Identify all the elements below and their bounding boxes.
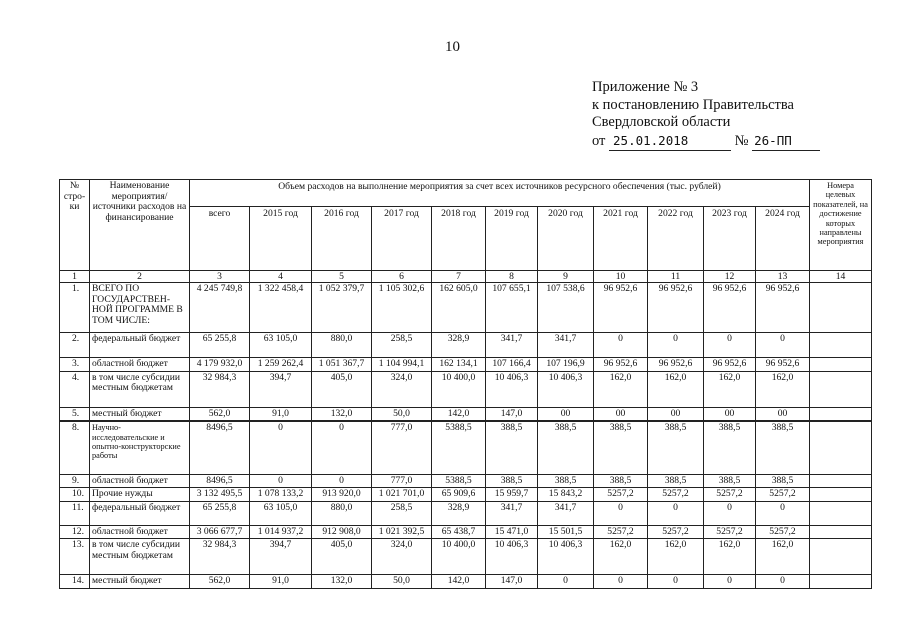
value-cell: 10 406,3 <box>486 371 538 407</box>
value-cell: 96 952,6 <box>704 358 756 372</box>
row-name: в том числе субсидии местным бюджетам <box>90 371 190 407</box>
table-row <box>60 474 872 488</box>
header-year: 2022 год <box>648 207 704 271</box>
value-cell: 777,0 <box>372 421 432 474</box>
row-name: областной бюджет <box>90 474 190 488</box>
value-cell: 5257,2 <box>756 525 810 539</box>
value-cell: 96 952,6 <box>594 358 648 372</box>
value-cell: 341,7 <box>538 333 594 358</box>
value-cell: 388,5 <box>704 474 756 488</box>
value-cell: 0 <box>704 333 756 358</box>
value-cell: 341,7 <box>486 333 538 358</box>
value-cell: 162 605,0 <box>432 283 486 333</box>
value-cell: 96 952,6 <box>756 283 810 333</box>
value-cell: 00 <box>648 407 704 421</box>
value-cell: 142,0 <box>432 575 486 589</box>
value-cell: 0 <box>250 421 312 474</box>
value-cell: 0 <box>704 501 756 525</box>
row-number: 12. <box>60 525 90 539</box>
value-cell: 96 952,6 <box>648 358 704 372</box>
value-cell: 1 021 392,5 <box>372 525 432 539</box>
value-cell: 388,5 <box>538 421 594 474</box>
value-cell: 912 908,0 <box>312 525 372 539</box>
value-cell: 0 <box>756 333 810 358</box>
row-name: ВСЕГО ПО ГОСУДАРСТВЕН-НОЙ ПРОГРАММЕ В ТОМ ЧИСЛЕ: <box>90 283 190 333</box>
value-cell: 107 166,4 <box>486 358 538 372</box>
column-number: 8 <box>486 271 538 283</box>
value-cell: 4 179 932,0 <box>190 358 250 372</box>
row-number: 3. <box>60 358 90 372</box>
value-cell: 65 438,7 <box>432 525 486 539</box>
value-cell: 96 952,6 <box>648 283 704 333</box>
value-cell: 0 <box>756 501 810 525</box>
header-year: 2020 год <box>538 207 594 271</box>
indicator-cell <box>810 333 872 358</box>
value-cell: 0 <box>538 575 594 589</box>
value-cell: 50,0 <box>372 575 432 589</box>
value-cell: 328,9 <box>432 333 486 358</box>
number-prefix: № <box>734 132 749 149</box>
header-expenditure-volume: Объем расходов на выполнение мероприятия за счет всех источников ресурсного обеспечения (тыс. рублей) <box>190 180 810 207</box>
value-cell: 162,0 <box>594 371 648 407</box>
column-number: 7 <box>432 271 486 283</box>
column-number: 11 <box>648 271 704 283</box>
value-cell: 147,0 <box>486 407 538 421</box>
indicator-cell <box>810 358 872 372</box>
table-row <box>60 525 872 539</box>
value-cell: 96 952,6 <box>756 358 810 372</box>
row-number: 11. <box>60 501 90 525</box>
value-cell: 1 105 302,6 <box>372 283 432 333</box>
value-cell: 388,5 <box>486 421 538 474</box>
value-cell: 405,0 <box>312 539 372 575</box>
value-cell: 162,0 <box>704 371 756 407</box>
value-cell: 258,5 <box>372 501 432 525</box>
column-number: 5 <box>312 271 372 283</box>
appendix-header <box>592 79 820 151</box>
page-number: 10 <box>445 39 460 55</box>
column-number: 13 <box>756 271 810 283</box>
value-cell: 0 <box>648 575 704 589</box>
value-cell: 107 538,6 <box>538 283 594 333</box>
column-number: 9 <box>538 271 594 283</box>
row-name: областной бюджет <box>90 358 190 372</box>
value-cell: 15 501,5 <box>538 525 594 539</box>
column-number: 10 <box>594 271 648 283</box>
table-row <box>60 421 872 474</box>
row-number: 1. <box>60 283 90 333</box>
indicator-cell <box>810 501 872 525</box>
value-cell: 63 105,0 <box>250 501 312 525</box>
appendix-region: Свердловской области <box>592 114 731 130</box>
value-cell: 5257,2 <box>704 488 756 502</box>
value-cell: 10 406,3 <box>538 371 594 407</box>
column-number: 6 <box>372 271 432 283</box>
indicator-cell <box>810 488 872 502</box>
header-year: 2016 год <box>312 207 372 271</box>
header-year: всего <box>190 207 250 271</box>
header-year: 2023 год <box>704 207 756 271</box>
indicator-cell <box>810 525 872 539</box>
value-cell: 388,5 <box>756 474 810 488</box>
value-cell: 8496,5 <box>190 474 250 488</box>
column-number-row <box>60 271 872 283</box>
value-cell: 10 400,0 <box>432 371 486 407</box>
value-cell: 00 <box>538 407 594 421</box>
value-cell: 562,0 <box>190 407 250 421</box>
value-cell: 328,9 <box>432 501 486 525</box>
value-cell: 0 <box>594 333 648 358</box>
column-number: 3 <box>190 271 250 283</box>
value-cell: 10 400,0 <box>432 539 486 575</box>
value-cell: 32 984,3 <box>190 371 250 407</box>
table-row <box>60 539 872 575</box>
column-number: 12 <box>704 271 756 283</box>
value-cell: 132,0 <box>312 575 372 589</box>
value-cell: 562,0 <box>190 575 250 589</box>
table-body <box>60 283 872 589</box>
value-cell: 162,0 <box>756 539 810 575</box>
row-name: в том числе субсидии местным бюджетам <box>90 539 190 575</box>
value-cell: 0 <box>704 575 756 589</box>
value-cell: 3 132 495,5 <box>190 488 250 502</box>
table-row <box>60 488 872 502</box>
row-number: 10. <box>60 488 90 502</box>
value-cell: 388,5 <box>648 421 704 474</box>
value-cell: 1 078 133,2 <box>250 488 312 502</box>
value-cell: 405,0 <box>312 371 372 407</box>
value-cell: 00 <box>756 407 810 421</box>
table-row <box>60 501 872 525</box>
resolution-number: 26-ПП <box>754 132 792 148</box>
indicator-cell <box>810 421 872 474</box>
value-cell: 388,5 <box>538 474 594 488</box>
value-cell: 324,0 <box>372 539 432 575</box>
row-name: федеральный бюджет <box>90 501 190 525</box>
header-target-indicators: Номера целевых показателей, на достижение которых направлены мероприятия <box>810 180 872 271</box>
header-year: 2018 год <box>432 207 486 271</box>
value-cell: 777,0 <box>372 474 432 488</box>
row-name: областной бюджет <box>90 525 190 539</box>
row-number: 9. <box>60 474 90 488</box>
value-cell: 147,0 <box>486 575 538 589</box>
value-cell: 10 406,3 <box>538 539 594 575</box>
value-cell: 96 952,6 <box>704 283 756 333</box>
row-number: 14. <box>60 575 90 589</box>
value-cell: 880,0 <box>312 501 372 525</box>
indicator-cell <box>810 539 872 575</box>
appendix-date-line <box>592 132 820 152</box>
value-cell: 1 021 701,0 <box>372 488 432 502</box>
row-number: 8. <box>60 421 90 474</box>
row-number: 4. <box>60 371 90 407</box>
value-cell: 1 104 994,1 <box>372 358 432 372</box>
value-cell: 1 259 262,4 <box>250 358 312 372</box>
value-cell: 388,5 <box>594 421 648 474</box>
row-number: 5. <box>60 407 90 421</box>
value-cell: 162,0 <box>756 371 810 407</box>
date-prefix: от <box>592 132 606 149</box>
row-name: Прочие нужды <box>90 488 190 502</box>
value-cell: 00 <box>594 407 648 421</box>
indicator-cell <box>810 407 872 421</box>
value-cell: 96 952,6 <box>594 283 648 333</box>
value-cell: 880,0 <box>312 333 372 358</box>
value-cell: 1 051 367,7 <box>312 358 372 372</box>
table-row <box>60 283 872 333</box>
value-cell: 0 <box>312 474 372 488</box>
value-cell: 3 066 677,7 <box>190 525 250 539</box>
header-row-number: № стро-ки <box>60 180 90 271</box>
value-cell: 142,0 <box>432 407 486 421</box>
header-activity-name: Наименование мероприятия/ источники расходов на финансирование <box>90 180 190 271</box>
value-cell: 162,0 <box>704 539 756 575</box>
value-cell: 132,0 <box>312 407 372 421</box>
value-cell: 5388,5 <box>432 421 486 474</box>
indicator-cell <box>810 474 872 488</box>
column-number: 4 <box>250 271 312 283</box>
header-year: 2021 год <box>594 207 648 271</box>
value-cell: 8496,5 <box>190 421 250 474</box>
table-head <box>60 180 872 283</box>
value-cell: 5257,2 <box>648 525 704 539</box>
value-cell: 0 <box>648 333 704 358</box>
value-cell: 91,0 <box>250 575 312 589</box>
value-cell: 388,5 <box>486 474 538 488</box>
value-cell: 15 959,7 <box>486 488 538 502</box>
value-cell: 4 245 749,8 <box>190 283 250 333</box>
value-cell: 162,0 <box>648 371 704 407</box>
indicator-cell <box>810 371 872 407</box>
table-row <box>60 407 872 421</box>
value-cell: 5257,2 <box>756 488 810 502</box>
value-cell: 0 <box>250 474 312 488</box>
header-year: 2019 год <box>486 207 538 271</box>
value-cell: 32 984,3 <box>190 539 250 575</box>
value-cell: 63 105,0 <box>250 333 312 358</box>
value-cell: 0 <box>756 575 810 589</box>
row-name: Научно-исследовательские и опытно-конструкторские работы <box>90 421 190 474</box>
value-cell: 5388,5 <box>432 474 486 488</box>
value-cell: 65 909,6 <box>432 488 486 502</box>
table-row <box>60 371 872 407</box>
value-cell: 388,5 <box>594 474 648 488</box>
value-cell: 162,0 <box>648 539 704 575</box>
value-cell: 388,5 <box>756 421 810 474</box>
column-number: 1 <box>60 271 90 283</box>
header-year: 2017 год <box>372 207 432 271</box>
column-number: 14 <box>810 271 872 283</box>
row-name: местный бюджет <box>90 575 190 589</box>
value-cell: 107 196,9 <box>538 358 594 372</box>
value-cell: 5257,2 <box>594 525 648 539</box>
value-cell: 258,5 <box>372 333 432 358</box>
appendix-title: Приложение № 3 <box>592 79 699 95</box>
value-cell: 341,7 <box>538 501 594 525</box>
table-row <box>60 575 872 589</box>
value-cell: 10 406,3 <box>486 539 538 575</box>
value-cell: 1 322 458,4 <box>250 283 312 333</box>
row-name: федеральный бюджет <box>90 333 190 358</box>
header-year: 2015 год <box>250 207 312 271</box>
row-number: 13. <box>60 539 90 575</box>
value-cell: 5257,2 <box>648 488 704 502</box>
value-cell: 5257,2 <box>594 488 648 502</box>
table-row <box>60 333 872 358</box>
value-cell: 50,0 <box>372 407 432 421</box>
value-cell: 162 134,1 <box>432 358 486 372</box>
resolution-date: 25.01.2018 <box>613 132 689 148</box>
row-name: местный бюджет <box>90 407 190 421</box>
value-cell: 388,5 <box>648 474 704 488</box>
value-cell: 107 655,1 <box>486 283 538 333</box>
value-cell: 0 <box>312 421 372 474</box>
value-cell: 0 <box>648 501 704 525</box>
value-cell: 15 843,2 <box>538 488 594 502</box>
header-year: 2024 год <box>756 207 810 271</box>
indicator-cell <box>810 575 872 589</box>
column-number: 2 <box>90 271 190 283</box>
value-cell: 0 <box>594 501 648 525</box>
value-cell: 65 255,8 <box>190 333 250 358</box>
value-cell: 913 920,0 <box>312 488 372 502</box>
value-cell: 15 471,0 <box>486 525 538 539</box>
table-row <box>60 358 872 372</box>
value-cell: 341,7 <box>486 501 538 525</box>
expenditure-table <box>59 179 872 589</box>
value-cell: 394,7 <box>250 539 312 575</box>
value-cell: 91,0 <box>250 407 312 421</box>
value-cell: 394,7 <box>250 371 312 407</box>
value-cell: 388,5 <box>704 421 756 474</box>
value-cell: 5257,2 <box>704 525 756 539</box>
appendix-resolution: к постановлению Правительства <box>592 96 794 113</box>
value-cell: 1 014 937,2 <box>250 525 312 539</box>
value-cell: 324,0 <box>372 371 432 407</box>
value-cell: 162,0 <box>594 539 648 575</box>
indicator-cell <box>810 283 872 333</box>
value-cell: 0 <box>594 575 648 589</box>
value-cell: 00 <box>704 407 756 421</box>
value-cell: 1 052 379,7 <box>312 283 372 333</box>
row-number: 2. <box>60 333 90 358</box>
value-cell: 65 255,8 <box>190 501 250 525</box>
